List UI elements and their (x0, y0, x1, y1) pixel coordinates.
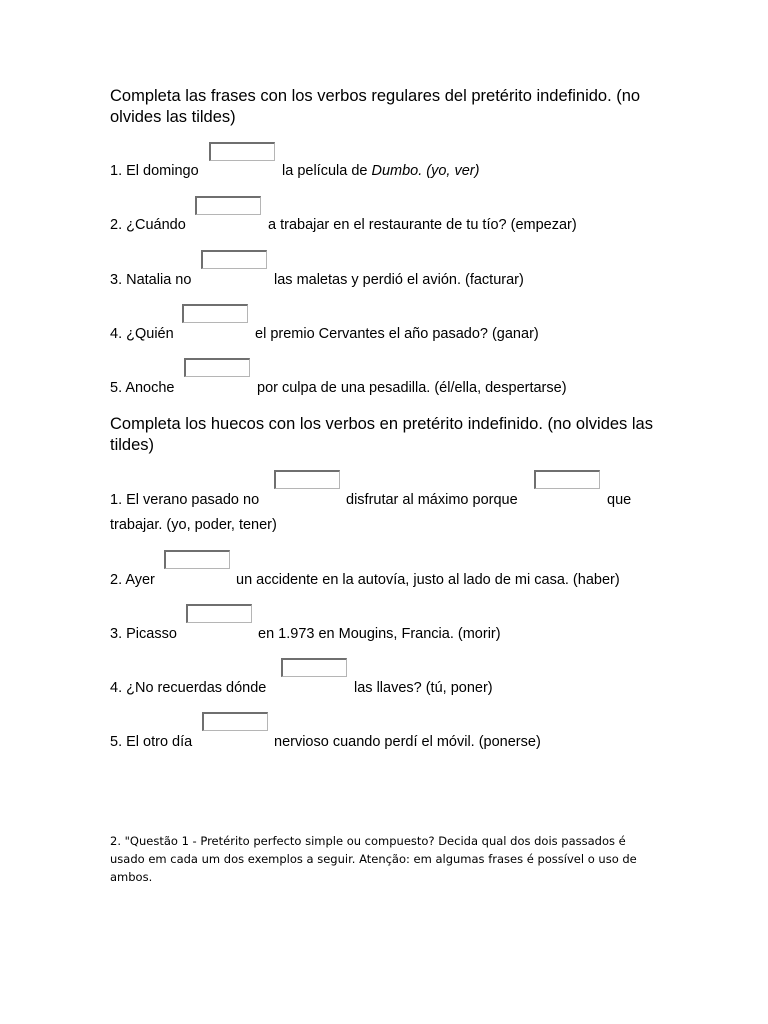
answer-input-1-4[interactable] (182, 304, 248, 323)
item-text-before: 3. Picasso (110, 626, 177, 642)
item-text-before: 1. El domingo (110, 163, 199, 179)
item-text-before: 2. ¿Cuándo (110, 217, 186, 233)
item-text-after: la película de Dumbo. (yo, ver) (282, 163, 480, 179)
answer-input-1-5[interactable] (184, 358, 250, 377)
item-text-before: 3. Natalia no (110, 272, 192, 288)
section2-title: Completa los huecos con los verbos en pretérito indefinido. (no olvides las tildes) (110, 415, 653, 454)
item-text-before: 1. El verano pasado no (110, 492, 260, 508)
item-text-after: nervioso cuando perdí el móvil. (ponerse) (274, 734, 541, 750)
answer-input-2-4[interactable] (281, 658, 347, 677)
answer-input-2-3[interactable] (186, 604, 252, 623)
film-title: Dumbo. (yo, ver) (371, 163, 480, 179)
item-text-before: 4. ¿Quién (110, 326, 174, 342)
item-text-after: el premio Cervantes el año pasado? (ganar) (255, 326, 539, 342)
item-text-after: las llaves? (tú, poner) (354, 680, 493, 696)
item-text-before: 5. El otro día (110, 734, 193, 750)
item-text-after: que (607, 492, 632, 508)
answer-input-1-1[interactable] (209, 142, 275, 161)
answer-input-2-1a[interactable] (274, 470, 340, 489)
item-text-before: 2. Ayer (110, 572, 155, 588)
section1-title: Completa las frases con los verbos regulares del pretérito indefinido. (no olvides las tildes) (110, 87, 641, 126)
item-text-before: 4. ¿No recuerdas dónde (110, 680, 267, 696)
answer-input-2-2[interactable] (164, 550, 230, 569)
item-text-after: un accidente en la autovía, justo al lado de mi casa. (haber) (236, 572, 620, 588)
item-text-middle: disfrutar al máximo porque (346, 492, 518, 508)
item-text-after: a trabajar en el restaurante de tu tío? (empezar) (268, 217, 577, 233)
answer-input-1-3[interactable] (201, 250, 267, 269)
item-text-after: por culpa de una pesadilla. (él/ella, despertarse) (257, 380, 567, 396)
item-text-after: en 1.973 en Mougins, Francia. (morir) (258, 626, 501, 642)
question-note: 2. "Questão 1 - Pretérito perfecto simple ou compuesto? Decida qual dos dois passados é usado em cada um dos exemplos a seguir. Atenção: em algumas frases é possível o uso de ambos. (110, 834, 637, 884)
item-text-line2: trabajar. (yo, poder, tener) (110, 517, 277, 533)
answer-input-2-5[interactable] (202, 712, 268, 731)
item-text-before: 5. Anoche (110, 380, 175, 396)
answer-input-2-1b[interactable] (534, 470, 600, 489)
answer-input-1-2[interactable] (195, 196, 261, 215)
item-text-after: las maletas y perdió el avión. (facturar) (274, 272, 524, 288)
